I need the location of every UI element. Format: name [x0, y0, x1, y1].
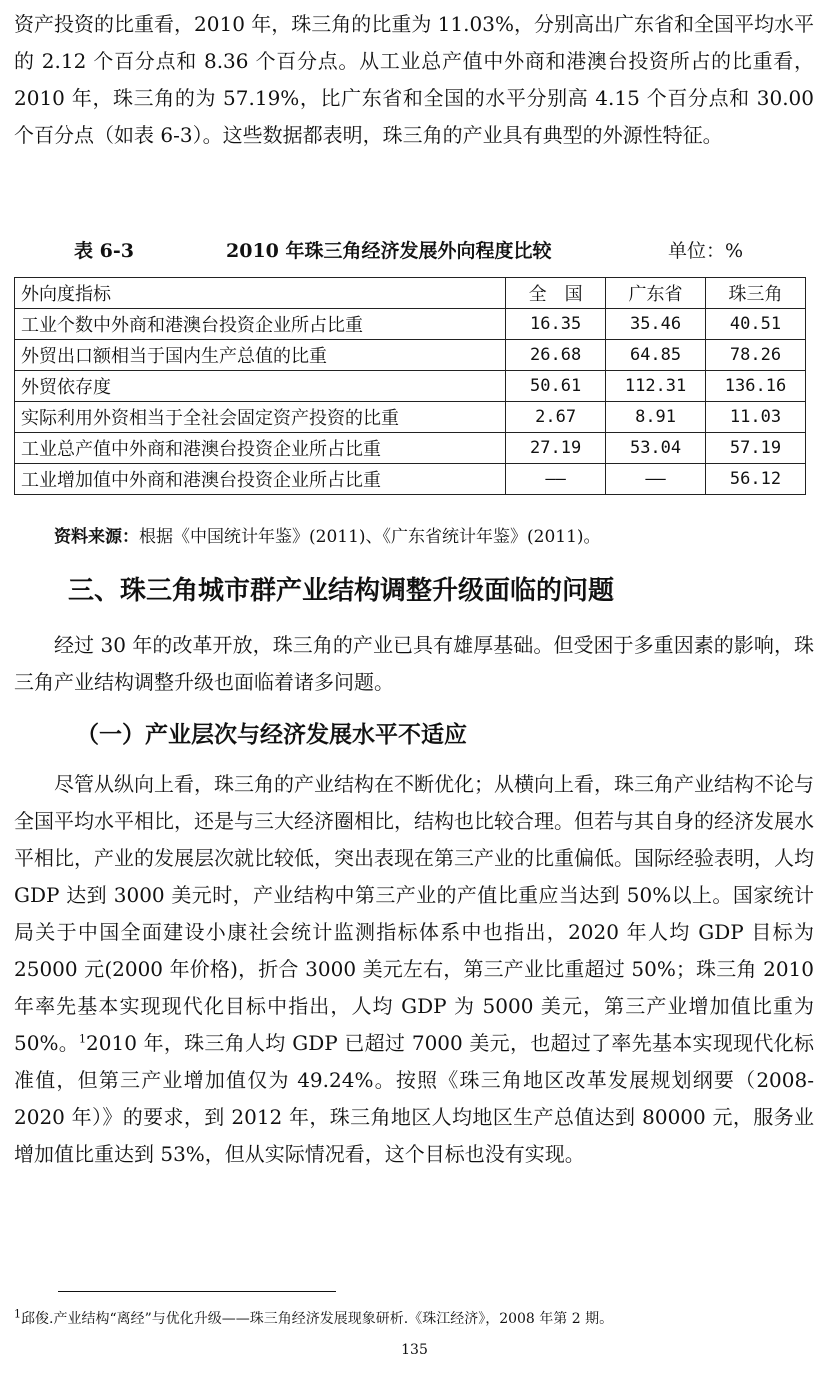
- section-heading: 三、珠三角城市群产业结构调整升级面临的问题: [68, 576, 615, 606]
- table-unit: 单位：%: [668, 240, 744, 262]
- source-label: 资料来源：: [54, 527, 139, 547]
- footnote: [14, 1308, 613, 1328]
- footnote-text: 邱俊.产业结构“离经”与优化升级——珠三角经济发展现象研析.《珠江经济》，2008 年第 2 期。: [21, 1311, 614, 1327]
- header-indicator: 外向度指标: [15, 278, 506, 309]
- row-value: 8.91: [606, 402, 706, 433]
- row-value: 50.61: [506, 371, 606, 402]
- table-header-row: [15, 278, 806, 309]
- section-paragraph: [14, 627, 814, 701]
- header-region: 全 国: [506, 278, 606, 309]
- table-source: [54, 522, 601, 547]
- intro-paragraph: [14, 6, 814, 154]
- row-value: 16.35: [506, 309, 606, 340]
- row-value: 35.46: [606, 309, 706, 340]
- row-value: ——: [506, 464, 606, 495]
- row-value: 112.31: [606, 371, 706, 402]
- row-indicator: 实际利用外资相当于全社会固定资产投资的比重: [15, 402, 506, 433]
- comparison-table: [14, 277, 806, 495]
- row-value: 53.04: [606, 433, 706, 464]
- table-row: [15, 433, 806, 464]
- row-indicator: 工业总产值中外商和港澳台投资企业所占比重: [15, 433, 506, 464]
- row-indicator: 外贸依存度: [15, 371, 506, 402]
- row-value: ——: [606, 464, 706, 495]
- row-value: 27.19: [506, 433, 606, 464]
- row-value: 2.67: [506, 402, 606, 433]
- row-value: 64.85: [606, 340, 706, 371]
- footnote-marker: 1: [14, 1307, 21, 1321]
- row-value: 136.16: [706, 371, 806, 402]
- row-value: 40.51: [706, 309, 806, 340]
- page-number: 135: [401, 1342, 428, 1358]
- table-row: [15, 340, 806, 371]
- subsection-text-before: 尽管从纵向上看，珠三角的产业结构在不断优化；从横向上看，珠三角产业结构不论与全国平均水平相比，还是与三大经济圈相比，结构也比较合理。但若与其自身的经济发展水平相比，产业的发展层次就比较低，突出表现在第三产业的比重偏低。国际经验表明，人均 GDP 达到 3000 美元时，产业结构中第三产业的产值比重应当达到 50%以上。国家统计局关于中国全面建设小康社会统计监测指标体系中也指出，2020 年人均 GDP 目标为 25000 元(2000 年价格)，折合 3000 美元左右，第三产业比重超过 50%；珠三角 2010 年率先基本实现现代化目标中指出，人均 GDP 为 5000 美元，第三产业增加值比重为 50%。: [14, 772, 814, 1055]
- table-row: [15, 464, 806, 495]
- table-row: [15, 371, 806, 402]
- table-label: 表 6-3: [74, 240, 134, 262]
- subsection-text-after: 2010 年，珠三角人均 GDP 已超过 7000 美元，也超过了率先基本实现现代化标准值，但第三产业增加值仅为 49.24%。按照《珠三角地区改革发展规划纲要（2008-2020 年）》的要求，到 2012 年，珠三角地区人均地区生产总值达到 80000 元，服务业增加值比重达到 53%，但从实际情况看，这个目标也没有实现。: [14, 1031, 814, 1166]
- row-indicator: 外贸出口额相当于国内生产总值的比重: [15, 340, 506, 371]
- header-region: 广东省: [606, 278, 706, 309]
- table-caption: [0, 236, 829, 264]
- row-value: 11.03: [706, 402, 806, 433]
- table-row: [15, 402, 806, 433]
- table-row: [15, 309, 806, 340]
- header-region: 珠三角: [706, 278, 806, 309]
- subsection-heading: （一）产业层次与经济发展水平不适应: [76, 722, 467, 748]
- footnote-reference[interactable]: 1: [79, 1032, 87, 1046]
- footnote-divider: [58, 1291, 336, 1292]
- row-indicator: 工业个数中外商和港澳台投资企业所占比重: [15, 309, 506, 340]
- row-indicator: 工业增加值中外商和港澳台投资企业所占比重: [15, 464, 506, 495]
- row-value: 78.26: [706, 340, 806, 371]
- intro-text: 资产投资的比重看，2010 年，珠三角的比重为 11.03%，分别高出广东省和全国平均水平的 2.12 个百分点和 8.36 个百分点。从工业总产值中外商和港澳台投资所占的比重看，2010 年，珠三角的为 57.19%，比广东省和全国的水平分别高 4.15 个百分点和 30.00 个百分点（如表 6-3）。这些数据都表明，珠三角的产业具有典型的外源性特征。: [14, 12, 814, 147]
- subsection-paragraph: [14, 766, 814, 1173]
- section-text: 经过 30 年的改革开放，珠三角的产业已具有雄厚基础。但受困于多重因素的影响，珠三角产业结构调整升级也面临着诸多问题。: [14, 633, 814, 694]
- row-value: 56.12: [706, 464, 806, 495]
- table-body: [15, 278, 806, 495]
- row-value: 26.68: [506, 340, 606, 371]
- row-value: 57.19: [706, 433, 806, 464]
- subsection-text: [14, 766, 814, 1173]
- table-title: 2010 年珠三角经济发展外向程度比较: [226, 240, 552, 262]
- source-text: 根据《中国统计年鉴》(2011)、《广东省统计年鉴》(2011)。: [139, 527, 601, 547]
